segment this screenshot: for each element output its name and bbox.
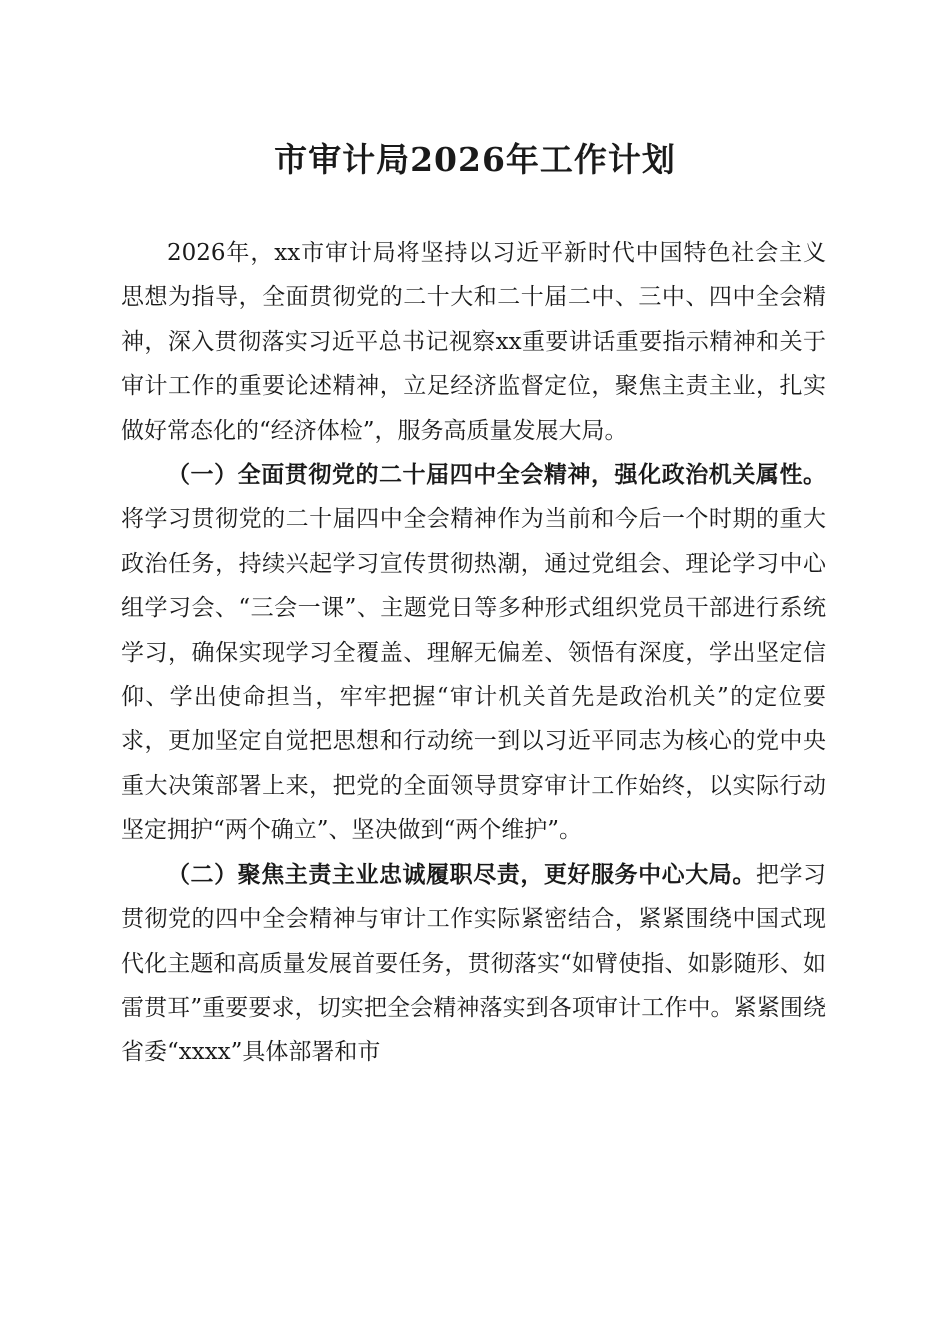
intro-paragraph: 2026年，xx市审计局将坚持以习近平新时代中国特色社会主义思想为指导，全面贯彻党的二十大和二十届二中、三中、四中全会精神，深入贯彻落实习近平总书记视察xx重要讲话重要指示精神和关于审计工作的重要论述精神，立足经济监督定位，聚焦主责主业，扎实做好常态化的“经济体检”，服务高质量发展大局。: [121, 240, 826, 444]
section-2-heading: （二）聚焦主责主业忠诚履职尽责，更好服务中心大局。: [167, 860, 756, 888]
section-1-paragraph: [121, 453, 826, 853]
section-1-heading: （一）全面贯彻党的二十届四中全会精神，强化政治机关属性。: [167, 461, 826, 489]
document-title: 市审计局2026年工作计划: [274, 140, 676, 179]
section-1-body: 将学习贯彻党的二十届四中全会精神作为当前和今后一个时期的重大政治任务，持续兴起学习宣传贯彻热潮，通过党组会、理论学习中心组学习会、“三会一课”、主题党日等多种形式组织党员干部进行系统学习，确保实现学习全覆盖、理解无偏差、领悟有深度，学出坚定信仰、学出使命担当，牢牢把握“审计机关首先是政治机关”的定位要求，更加坚定自觉把思想和行动统一到以习近平同志为核心的党中央重大决策部署上来，把党的全面领导贯穿审计工作始终，以实际行动坚定拥护“两个确立”、坚决做到“两个维护”。: [121, 506, 826, 844]
section-2-paragraph: [121, 853, 826, 1075]
document-body: [121, 231, 826, 1075]
section-2-body: 把学习贯彻党的四中全会精神与审计工作实际紧密结合，紧紧围绕中国式现代化主题和高质量发展首要任务，贯彻落实“如臂使指、如影随形、如雷贯耳”重要要求，切实把全会精神落实到各项审计工作中。紧紧围绕省委“xxxx”具体部署和市: [121, 861, 827, 1066]
